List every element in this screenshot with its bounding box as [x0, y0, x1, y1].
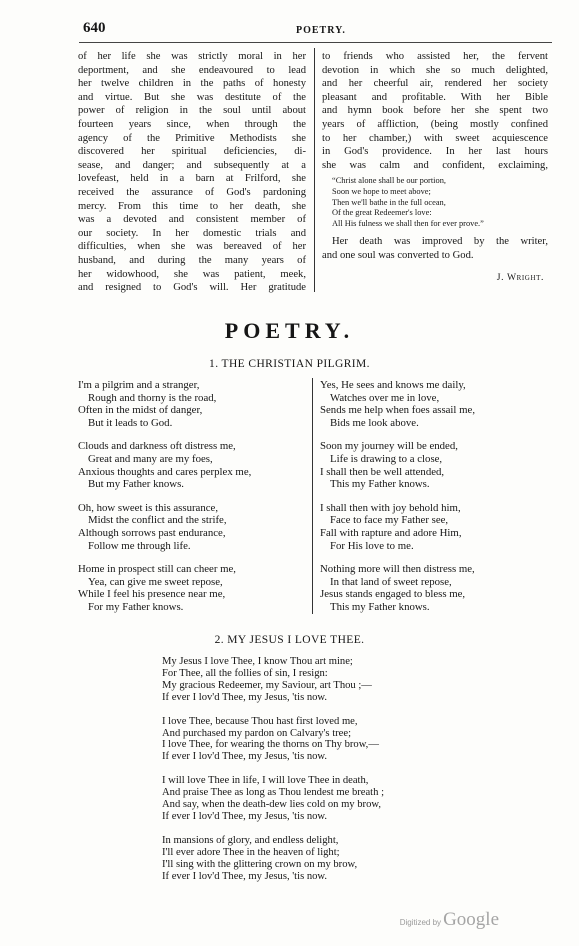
text-line: discovered her spiritual deficiencies, di- — [78, 146, 306, 158]
text-line: years of affliction, (being mostly confined — [322, 118, 548, 130]
quote-line: Then we'll bathe in the full ocean, — [332, 197, 446, 207]
verse-line: For His love to me. — [330, 539, 414, 552]
verse-line: Rough and thorny is the road, — [88, 391, 217, 404]
text-line: devotion in which she so much delighted, — [322, 64, 548, 76]
poem1-left-column — [78, 379, 251, 625]
verse-line: For Thee, all the follies of sin, I resign: — [162, 667, 328, 679]
text-line: husband, and during the many years of — [78, 254, 306, 266]
column-divider-top — [314, 48, 315, 292]
stanza — [162, 835, 384, 883]
running-title: POETRY. — [296, 25, 346, 36]
verse-line: Face to face my Father see, — [330, 514, 449, 527]
text-line: deportment, and she endeavoured to lead — [78, 64, 306, 76]
text-line: and her cheerful air, rendered her society — [322, 78, 548, 90]
hymn-quote — [332, 176, 548, 229]
stanza — [162, 716, 384, 764]
stanza — [162, 656, 384, 704]
text-line: in God's providence. In her last hours — [322, 146, 548, 158]
text-line: and hymn book before her she spent two — [322, 105, 548, 117]
verse-line: If ever I lov'd Thee, my Jesus, 'tis now. — [162, 691, 328, 703]
text-line: and virtue. But she was destitute of the — [78, 91, 306, 103]
poem1-right-column — [320, 379, 475, 625]
stanza — [320, 440, 475, 490]
text-line: fourteen years since, when through the — [78, 118, 306, 130]
verse-line: And praise Thee as long as Thou lendest me breath ; — [162, 787, 385, 799]
stanza — [78, 563, 251, 613]
text-line: and one soul was converted to God. — [322, 249, 474, 261]
stanza — [78, 440, 251, 490]
verse-line: And purchased my pardon on Calvary's tree; — [162, 727, 352, 739]
text-line: sease, and danger; and subsequently at a — [78, 159, 306, 171]
stanza — [78, 502, 251, 552]
obituary-right-column — [322, 50, 548, 284]
verse-line: I shall then with joy behold him, — [320, 501, 461, 514]
poem2-title: 2. MY JESUS I LOVE THEE. — [214, 634, 365, 646]
stanza — [162, 775, 384, 823]
verse-line: Clouds and darkness oft distress me, — [78, 440, 236, 453]
text-line: was a devoted and consistent member of — [78, 214, 306, 226]
text-line: our society. In her domestic trials and — [78, 227, 306, 239]
verse-line: Oh, how sweet is this assurance, — [78, 501, 219, 514]
quote-line: Of the great Redeemer's love: — [332, 208, 432, 218]
verse-line: This my Father knows. — [330, 600, 430, 613]
verse-line: I love Thee, for wearing the thorns on Thy brow,— — [162, 739, 379, 751]
stanza — [320, 563, 475, 613]
header-rule — [79, 42, 552, 43]
verse-line: Yes, He sees and knows me daily, — [320, 379, 466, 391]
verse-line: Fall with rapture and adore Him, — [320, 526, 462, 539]
text-line: of her life she was strictly moral in her — [78, 51, 306, 62]
verse-line: Nothing more will then distress me, — [320, 563, 475, 576]
text-line: to friends who assisted her, the fervent — [322, 51, 548, 62]
stanza — [320, 502, 475, 552]
verse-line: I'm a pilgrim and a stranger, — [78, 379, 200, 391]
text-line: pleasant and profitable. With her Bible — [322, 91, 548, 103]
verse-line: My Jesus I love Thee, I know Thou art mine; — [162, 656, 353, 667]
verse-line: Sends me help when foes assail me, — [320, 404, 476, 417]
verse-line: This my Father knows. — [330, 478, 430, 491]
verse-line: I love Thee, because Thou hast first loved me, — [162, 715, 358, 727]
verse-line: While I feel his presence near me, — [78, 588, 226, 601]
verse-line: And say, when the death-dew lies cold on my brow, — [162, 799, 381, 811]
verse-line: I'll ever adore Thee in the heaven of light; — [162, 846, 340, 858]
verse-line: I will love Thee in life, I will love Thee in death, — [162, 775, 369, 787]
section-title: POETRY. — [224, 318, 355, 343]
poem2-body — [162, 656, 384, 895]
text-line: mercy. From this time to her death, she — [78, 200, 306, 212]
text-line: she was calm and confident, exclaiming, — [322, 159, 548, 171]
verse-line: If ever I lov'd Thee, my Jesus, 'tis now. — [162, 751, 328, 763]
verse-line: Soon my journey will be ended, — [320, 440, 458, 453]
verse-line: Great and many are my foes, — [88, 452, 213, 465]
verse-line: In mansions of glory, and endless delight, — [162, 834, 339, 846]
verse-line: Anxious thoughts and cares perplex me, — [78, 465, 252, 478]
verse-line: Yea, can give me sweet repose, — [88, 575, 223, 588]
verse-line: If ever I lov'd Thee, my Jesus, 'tis now. — [162, 810, 328, 822]
column-divider-poem — [312, 378, 313, 614]
text-line: her widowhood, she was patient, meek, — [78, 268, 306, 280]
verse-line: I'll sing with the glittering crown on my brow, — [162, 858, 358, 870]
stanza — [320, 379, 475, 429]
stanza — [78, 379, 251, 429]
verse-line: If ever I lov'd Thee, my Jesus, 'tis now. — [162, 870, 328, 882]
text-line: and resigned to God's will. Her gratitude — [78, 282, 306, 294]
verse-line: For my Father knows. — [88, 600, 184, 613]
verse-line: Bids me look above. — [330, 416, 419, 429]
poem1-title: 1. THE CHRISTIAN PILGRIM. — [209, 358, 370, 370]
text-line: received the assurance of God's pardoning — [78, 186, 306, 198]
digitized-prefix: Digitized by — [399, 918, 442, 927]
verse-line: My gracious Redeemer, my Saviour, art Thou ;— — [162, 679, 372, 691]
verse-line: Often in the midst of danger, — [78, 404, 203, 417]
verse-line: Although sorrows past endurance, — [78, 526, 226, 539]
text-line: lovefeast, held in a barn at Frilford, she — [78, 173, 306, 185]
page-number: 640 — [83, 20, 106, 36]
verse-line: But it leads to God. — [88, 416, 173, 429]
text-line: to her chamber,) with sweet acquiescence — [322, 132, 548, 144]
verse-line: Midst the conflict and the strife, — [88, 514, 227, 527]
quote-line: “Christ alone shall be our portion, — [332, 176, 446, 186]
verse-line: In that land of sweet repose, — [330, 575, 452, 588]
text-line: agency of the Primitive Methodists she — [78, 132, 306, 144]
verse-line: I shall then be well attended, — [320, 465, 445, 478]
verse-line: Watches over me in love, — [330, 391, 440, 404]
digitized-watermark — [400, 909, 499, 931]
obituary-left-column — [78, 50, 306, 295]
quote-line: Soon we hope to meet above; — [332, 186, 431, 196]
verse-line: Follow me through life. — [88, 539, 191, 552]
verse-line: Jesus stands engaged to bless me, — [320, 588, 466, 601]
text-line: power of religion in the soul until about — [78, 105, 306, 117]
verse-line: But my Father knows. — [88, 478, 184, 491]
text-line: Her death was improved by the writer, — [332, 236, 548, 248]
text-line: difficulties, when she was bereaved of her — [78, 241, 306, 253]
verse-line: Life is drawing to a close, — [330, 452, 443, 465]
quote-line: All His fulness we shall then for ever prove.” — [332, 218, 484, 228]
google-logo: Google — [443, 909, 499, 930]
author-signature: J. Wright. — [496, 271, 544, 283]
verse-line: Home in prospect still can cheer me, — [78, 563, 236, 576]
text-line: her twelve children in the paths of honesty — [78, 78, 306, 90]
